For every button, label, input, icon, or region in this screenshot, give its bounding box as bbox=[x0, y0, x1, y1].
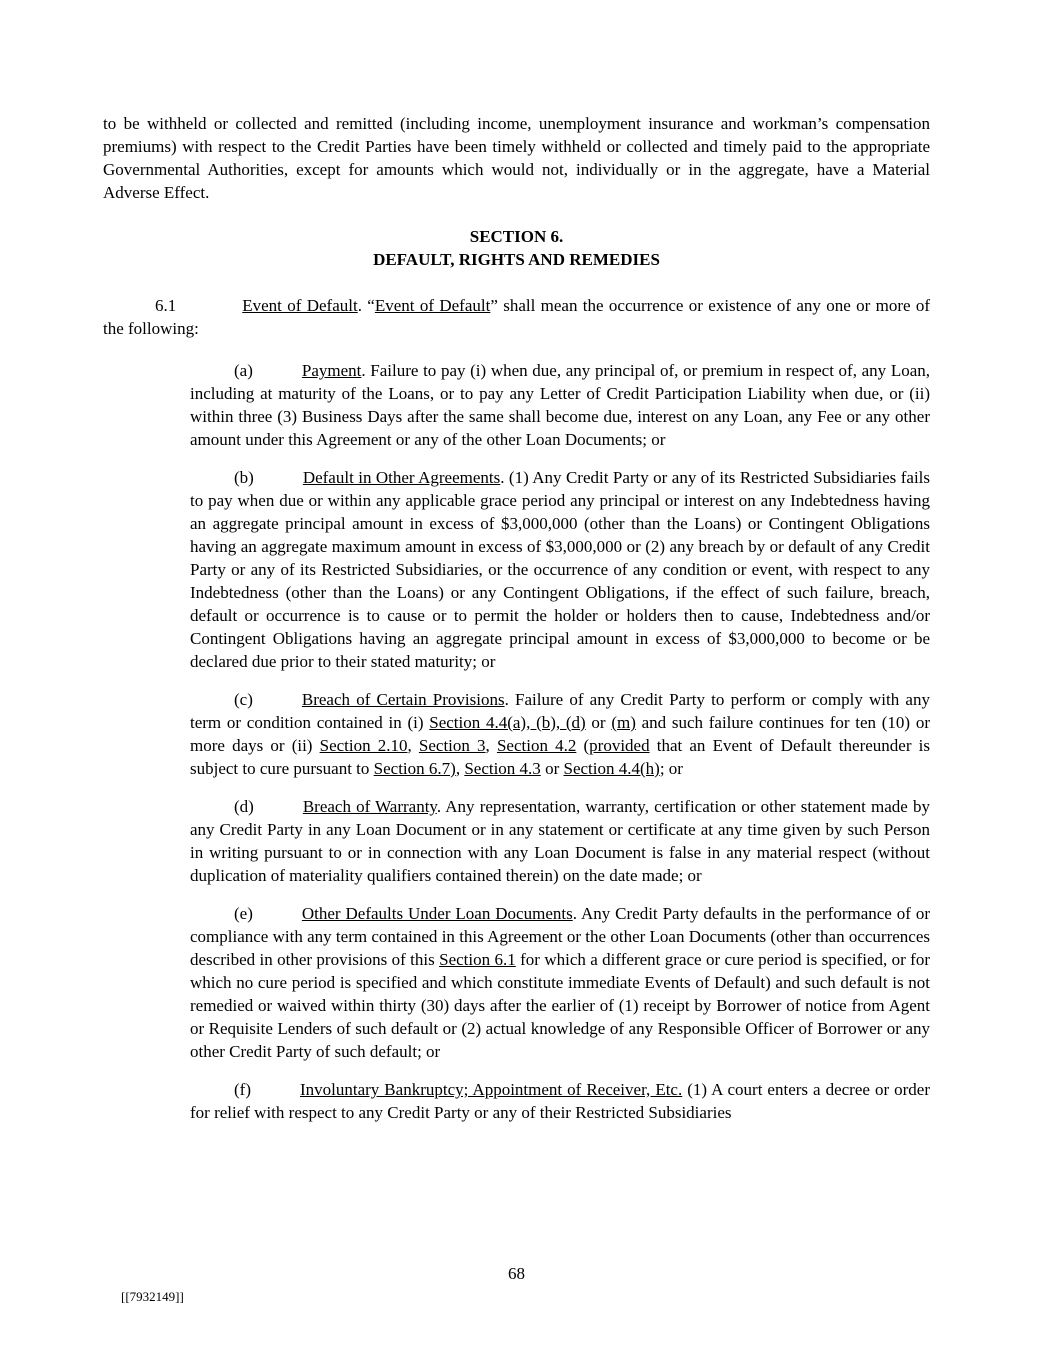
text-run: 6.1 bbox=[155, 296, 177, 315]
subparagraph-e-other-defaults-under-loan-documents bbox=[190, 902, 930, 1063]
subparagraph-a-payment bbox=[190, 359, 930, 451]
text-run: . Any representation, warranty, certification or other statement made by any Credit Party in any Loan Document or in any statement or certificate at any time given by such Person in writing pursuant to or in connection with any Loan Document is false in any material respect (without duplication of materiality qualifiers contained therein) on the date made; or bbox=[190, 797, 930, 885]
text-run: or bbox=[585, 713, 612, 732]
underlined-text-run: Event of Default bbox=[374, 296, 491, 315]
underlined-text-run: Event of Default bbox=[242, 296, 358, 315]
text-run: . Any Credit Party defaults in the performance of or compliance with any term contained in this Agreement or the other Loan Documents (other than occurrences described in other provisions of this bbox=[190, 904, 931, 969]
text-run: that an Event of Default thereunder is subject to cure pursuant to bbox=[190, 736, 930, 778]
text-run: (d) bbox=[234, 797, 254, 816]
underlined-text-run: provided bbox=[589, 736, 650, 755]
text-run: (e) bbox=[234, 904, 253, 923]
subparagraph-f-involuntary-bankruptcy bbox=[190, 1078, 930, 1124]
underlined-text-run: Involuntary Bankruptcy; Appointment of Receiver, Etc. bbox=[299, 1080, 683, 1099]
underlined-text-run: Section 6.1 bbox=[439, 950, 516, 969]
text-run: . Failure of any Credit Party to perform or comply with any term or condition contained in (i) bbox=[190, 690, 930, 732]
text-run: , bbox=[407, 736, 419, 755]
document-body bbox=[103, 112, 930, 1124]
underlined-text-run: Section 2.10 bbox=[319, 736, 408, 755]
text-run: (c) bbox=[234, 690, 253, 709]
text-run: , bbox=[485, 736, 497, 755]
underlined-text-run: Section 4.4(h) bbox=[563, 759, 660, 778]
section-heading bbox=[103, 225, 930, 271]
underlined-text-run: Breach of Certain Provisions bbox=[301, 690, 505, 709]
page-number: 68 bbox=[508, 1264, 525, 1283]
underlined-text-run: Section 4.4(a), (b), (d) bbox=[429, 713, 586, 732]
text-run: . “ bbox=[357, 296, 375, 315]
underlined-text-run: Section 4.2 bbox=[496, 736, 577, 755]
intro-continuation-paragraph bbox=[103, 112, 930, 204]
subparagraph-c-breach-of-certain-provisions bbox=[190, 688, 930, 780]
underlined-text-run: Other Defaults Under Loan Documents bbox=[301, 904, 573, 923]
underlined-text-run: Section 4.3 bbox=[464, 759, 541, 778]
paragraph-6-1-event-of-default bbox=[103, 294, 930, 340]
text-run: for which a different grace or cure period is specified, or for which no cure period is specified and which constitute immediate Events of Default) and such default is not remedied or waived within thirty (30) days after the earlier of (1) receipt by Borrower of notice from Agent or Requisite Lenders of such default or (2) actual knowledge of any Responsible Officer of Borrower or any other Credit Party of such default; or bbox=[190, 950, 930, 1061]
document-id-stamp: [[7932149]] bbox=[121, 1289, 184, 1304]
text-run: ” shall mean the occurrence or existence of any one or more of the following: bbox=[103, 296, 931, 338]
text-run: , bbox=[455, 759, 465, 778]
underlined-text-run: (m) bbox=[611, 713, 636, 732]
subparagraph-d-breach-of-warranty bbox=[190, 795, 930, 887]
underlined-text-run: Default in Other Agreements bbox=[302, 468, 501, 487]
text-run: . Failure to pay (i) when due, any principal of, or premium in respect of, any Loan, including at maturity of the Loans, or to pay any Letter of Credit Participation Liability when due, or (ii) within three (3) Business Days after the same shall become due, interest on any Loan, any Fee or any other amount under this Agreement or any of the other Loan Documents; or bbox=[190, 361, 930, 449]
underlined-text-run: Breach of Warranty bbox=[302, 797, 437, 816]
text-run: (1) A court enters a decree or order for relief with respect to any Credit Party or any of their Restricted Subsidiaries bbox=[190, 1080, 930, 1122]
subparagraph-b-default-in-other-agreements bbox=[190, 466, 930, 673]
underlined-text-run: Payment bbox=[301, 361, 362, 380]
text-run: ; or bbox=[659, 759, 683, 778]
text-run: (a) bbox=[234, 361, 253, 380]
underlined-text-run: Section 3 bbox=[418, 736, 486, 755]
text-run: to be withheld or collected and remitted (including income, unemployment insurance and workman’s compensation premiums) with respect to the Credit Parties have been timely withheld or collected and timely paid to the appropriate Governmental Authorities, except for amounts which would not, individually or in the aggregate, have a Material Adverse Effect. bbox=[103, 114, 930, 202]
text-run: . (1) Any Credit Party or any of its Restricted Subsidiaries fails to pay when due or within any applicable grace period any principal or interest on any Indebtedness having an aggregate principal amount in excess of $3,000,000 (other than the Loans) or Contingent Obligations having an aggregate maximum amount in excess of $3,000,000 or (2) any breach by or default of any Credit Party or any of its Restricted Subsidiaries, or the occurrence of any condition or event, with respect to any Indebtedness (other than the Loans) or any Contingent Obligations, if the effect of such failure, breach, default or occurrence is to cause or to permit the holder or holders then to cause, Indebtedness and/or Contingent Obligations having an aggregate principal amount in excess of $3,000,000 to become or be declared due prior to their stated maturity; or bbox=[190, 468, 930, 671]
text-run: ( bbox=[576, 736, 590, 755]
text-run: (f) bbox=[234, 1080, 251, 1099]
underlined-text-run: Section 6.7) bbox=[373, 759, 456, 778]
text-run: (b) bbox=[234, 468, 254, 487]
section-number-heading: SECTION 6. bbox=[469, 227, 564, 246]
text-run: and such failure continues for ten (10) or more days or (ii) bbox=[190, 713, 930, 755]
text-run: or bbox=[540, 759, 564, 778]
section-title-heading: DEFAULT, RIGHTS AND REMEDIES bbox=[373, 250, 660, 269]
